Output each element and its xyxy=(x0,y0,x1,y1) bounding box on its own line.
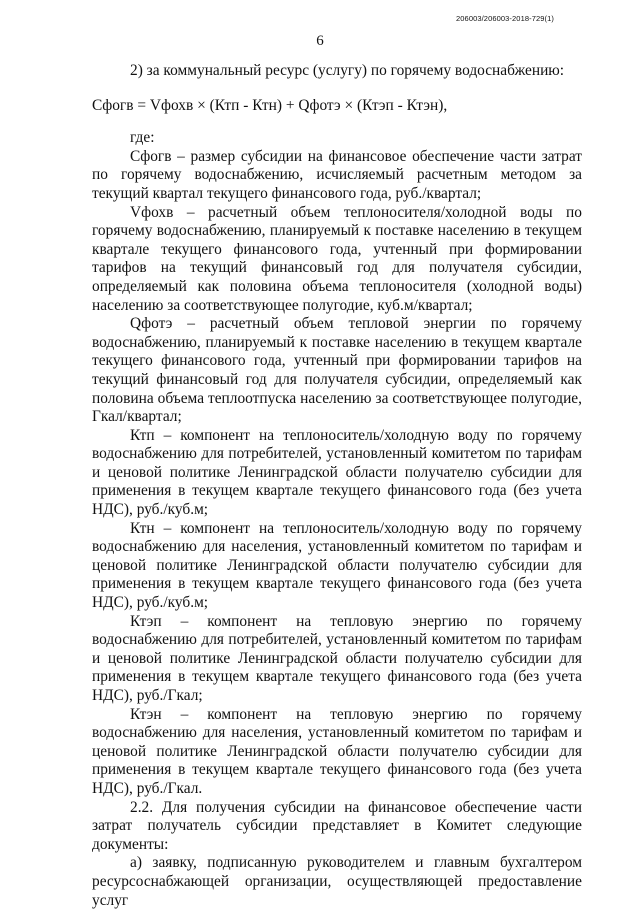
definition-k-tp: Ктп – компонент на теплоноситель/холодную воду по горячему водоснабжению для потребителей, установленный комитетом по тарифам и ценовой политике Ленинградской области получателю субсидии для применения в текущем квартале текущего финансового года (без учета НДС), руб./куб.м; xyxy=(92,426,582,519)
page-number: 6 xyxy=(316,33,324,49)
formula: Cфогв = Vфохв × (Ктп - Ктн) + Qфотэ × (Ктэп - Ктэн), xyxy=(92,96,448,114)
definition-k-tep: Ктэп – компонент на тепловую энергию по горячему водоснабжению для потребителей, установленный комитетом по тарифам и ценовой политике Ленинградской области получателю субсидии для применения в текущем квартале текущего финансового года (без учета НДС), руб./Гкал; xyxy=(92,612,582,704)
clause-a: а) заявку, подписанную руководителем и главным бухгалтером ресурсоснабжающей организации, осуществляющей предоставление услуг xyxy=(92,854,582,909)
definition-q-fote: Qфотэ – расчетный объем тепловой энергии по горячему водоснабжению, планируемый к поставке населению в текущем квартале текущего финансового года, учтенный при формировании тарифов на текущий финансовый год для получателя субсидии, определяемый как половина объема теплоотпуска населению за соответствующее полугодие, Гкал/квартал; xyxy=(92,315,582,426)
document-body xyxy=(92,62,582,910)
definition-k-ten: Ктэн – компонент на тепловую энергию по горячему водоснабжению для населения, установленный комитетом по тарифам и ценовой политике Ленинградской области получателю субсидии для применения в текущем квартале текущего финансового года (без учета НДС), руб./Гкал. xyxy=(92,705,582,797)
definition-c-fogv: Cфогв – размер субсидии на финансовое обеспечение части затрат по горячему водоснабжению, исчисляемый расчетным методом за текущий квартал текущего финансового года, руб./квартал; xyxy=(92,147,582,202)
where-label: где: xyxy=(130,129,155,147)
definition-v-fohv: Vфохв – расчетный объем теплоносителя/холодной воды по горячему водоснабжению, планируемый к поставке населению в текущем квартале текущего финансового года, учтенный при формировании тарифов на текущий финансовый год для получателя субсидии, определяемый как половина объема теплоносителя (холодной воды) населению за соответствующее полугодие, куб.м/квартал; xyxy=(92,203,582,314)
section-heading: 2) за коммунальный ресурс (услугу) по горячему водоснабжению: xyxy=(130,62,565,79)
definition-k-tn: Ктн – компонент на теплоноситель/холодную воду по горячему водоснабжению для населения, установленный комитетом по тарифам и ценовой политике Ленинградской области получателю субсидии для применения в текущем квартале текущего финансового года (без учета НДС), руб./куб.м; xyxy=(92,519,582,612)
document-id: 206003/206003-2018-729(1) xyxy=(456,14,554,23)
clause-2-2: 2.2. Для получения субсидии на финансовое обеспечение части затрат получатель субсидии представляет в Комитет следующие документы: xyxy=(92,798,582,853)
